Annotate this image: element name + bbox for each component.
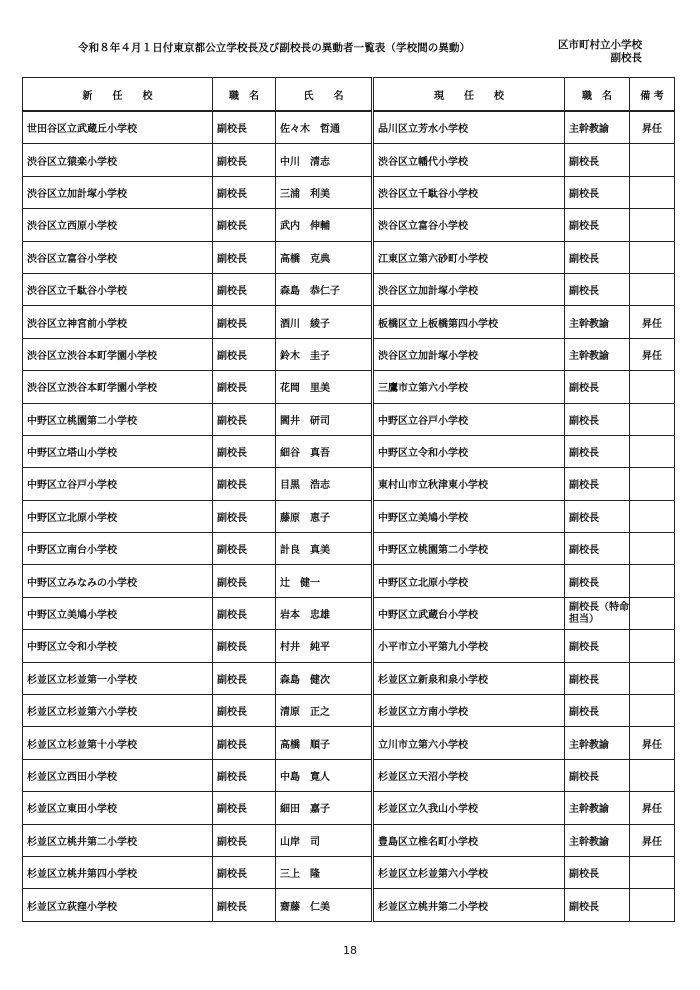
table-row	[23, 435, 675, 467]
current-position-cell: 副校長	[565, 209, 630, 241]
current-school-cell: 杉並区立方南小学校	[373, 695, 565, 727]
new-position-cell: 副校長	[213, 371, 276, 403]
name-cell: 閻井 研司	[276, 403, 373, 435]
remarks-cell: 昇任	[630, 306, 675, 338]
new-school-cell: 渋谷区立加計塚小学校	[23, 176, 213, 208]
name-cell: 齋藤 仁美	[276, 889, 373, 921]
current-position-cell: 副校長	[565, 144, 630, 176]
current-position-cell: 主幹教諭	[565, 824, 630, 856]
remarks-cell	[630, 468, 675, 500]
new-school-cell: 中野区立みなみの小学校	[23, 565, 213, 597]
remarks-cell	[630, 144, 675, 176]
remarks-cell	[630, 500, 675, 532]
new-school-cell: 杉並区立桃井第四小学校	[23, 856, 213, 888]
remarks-cell: 昇任	[630, 792, 675, 824]
table-row	[23, 338, 675, 370]
current-school-cell: 中野区立桃園第二小学校	[373, 533, 565, 565]
name-cell: 高橋 克典	[276, 241, 373, 273]
current-position-cell: 副校長（特命担当）	[565, 597, 630, 629]
remarks-cell	[630, 856, 675, 888]
table-body	[23, 111, 675, 921]
category-label	[542, 39, 642, 65]
new-position-cell: 副校長	[213, 500, 276, 532]
table-row	[23, 144, 675, 176]
new-school-cell: 杉並区立東田小学校	[23, 792, 213, 824]
table-row	[23, 533, 675, 565]
new-school-cell: 渋谷区立渋谷本町学園小学校	[23, 338, 213, 370]
page-number: 18	[343, 944, 357, 957]
new-school-cell: 渋谷区立千駄谷小学校	[23, 273, 213, 305]
current-school-cell: 杉並区立杉並第六小学校	[373, 856, 565, 888]
name-cell: 細田 嘉子	[276, 792, 373, 824]
new-position-cell: 副校長	[213, 176, 276, 208]
name-cell: 中島 寛人	[276, 759, 373, 791]
current-school-cell: 渋谷区立加計塚小学校	[373, 338, 565, 370]
new-school-cell: 中野区立令和小学校	[23, 630, 213, 662]
current-position-cell: 主幹教諭	[565, 792, 630, 824]
table-row	[23, 759, 675, 791]
remarks-cell: 昇任	[630, 111, 675, 144]
remarks-cell: 昇任	[630, 824, 675, 856]
current-position-cell: 副校長	[565, 403, 630, 435]
current-position-cell: 副校長	[565, 500, 630, 532]
remarks-cell	[630, 533, 675, 565]
new-school-cell: 杉並区立桃井第二小学校	[23, 824, 213, 856]
name-cell: 清原 正之	[276, 695, 373, 727]
new-position-cell: 副校長	[213, 241, 276, 273]
table-row	[23, 824, 675, 856]
table-row	[23, 630, 675, 662]
current-position-cell: 主幹教諭	[565, 111, 630, 144]
remarks-cell	[630, 597, 675, 629]
current-position-cell: 副校長	[565, 241, 630, 273]
current-position-cell: 主幹教諭	[565, 306, 630, 338]
new-position-cell: 副校長	[213, 824, 276, 856]
header-remarks: 備 考	[630, 78, 675, 112]
table-row	[23, 695, 675, 727]
header-new-school: 新 任 校	[23, 78, 213, 112]
remarks-cell	[630, 565, 675, 597]
remarks-cell	[630, 176, 675, 208]
table-row	[23, 500, 675, 532]
header-current-position: 職 名	[565, 78, 630, 112]
table-row	[23, 792, 675, 824]
remarks-cell	[630, 435, 675, 467]
new-school-cell: 渋谷区立猿楽小学校	[23, 144, 213, 176]
new-position-cell: 副校長	[213, 856, 276, 888]
current-school-cell: 渋谷区立富谷小学校	[373, 209, 565, 241]
new-school-cell: 中野区立美鳩小学校	[23, 597, 213, 629]
remarks-cell: 昇任	[630, 338, 675, 370]
current-position-cell: 副校長	[565, 371, 630, 403]
current-school-cell: 渋谷区立幡代小学校	[373, 144, 565, 176]
transfer-table	[22, 77, 675, 922]
table-row	[23, 306, 675, 338]
name-cell: 佐々木 哲通	[276, 111, 373, 144]
table-row	[23, 111, 675, 144]
name-cell: 計良 真美	[276, 533, 373, 565]
current-school-cell: 中野区立谷戸小学校	[373, 403, 565, 435]
new-position-cell: 副校長	[213, 565, 276, 597]
current-position-cell: 副校長	[565, 468, 630, 500]
new-position-cell: 副校長	[213, 468, 276, 500]
remarks-cell	[630, 695, 675, 727]
name-cell: 辻 健一	[276, 565, 373, 597]
remarks-cell	[630, 241, 675, 273]
current-position-cell: 副校長	[565, 889, 630, 921]
header-name: 氏 名	[276, 78, 373, 112]
remarks-cell: 昇任	[630, 727, 675, 759]
table-header-row	[23, 78, 675, 112]
remarks-cell	[630, 209, 675, 241]
name-cell: 酒川 綾子	[276, 306, 373, 338]
remarks-cell	[630, 759, 675, 791]
new-position-cell: 副校長	[213, 792, 276, 824]
current-position-cell: 副校長	[565, 176, 630, 208]
new-school-cell: 世田谷区立武蔵丘小学校	[23, 111, 213, 144]
new-position-cell: 副校長	[213, 695, 276, 727]
category-school-type: 区市町村立小学校	[558, 39, 642, 51]
new-position-cell: 副校長	[213, 662, 276, 694]
new-school-cell: 杉並区立西田小学校	[23, 759, 213, 791]
new-school-cell: 渋谷区立神宮前小学校	[23, 306, 213, 338]
current-school-cell: 中野区立北原小学校	[373, 565, 565, 597]
new-position-cell: 副校長	[213, 435, 276, 467]
current-school-cell: 渋谷区立加計塚小学校	[373, 273, 565, 305]
new-position-cell: 副校長	[213, 533, 276, 565]
current-school-cell: 渋谷区立千駄谷小学校	[373, 176, 565, 208]
current-position-cell: 副校長	[565, 565, 630, 597]
name-cell: 岩本 忠雄	[276, 597, 373, 629]
new-school-cell: 中野区立桃園第二小学校	[23, 403, 213, 435]
new-position-cell: 副校長	[213, 727, 276, 759]
table-row	[23, 727, 675, 759]
new-school-cell: 中野区立塔山小学校	[23, 435, 213, 467]
header-current-school: 現 任 校	[373, 78, 565, 112]
current-position-cell: 副校長	[565, 630, 630, 662]
current-school-cell: 東村山市立秋津東小学校	[373, 468, 565, 500]
name-cell: 山岸 司	[276, 824, 373, 856]
current-school-cell: 杉並区立久我山小学校	[373, 792, 565, 824]
new-school-cell: 渋谷区立富谷小学校	[23, 241, 213, 273]
table-row	[23, 209, 675, 241]
remarks-cell	[630, 403, 675, 435]
new-position-cell: 副校長	[213, 759, 276, 791]
new-school-cell: 杉並区立杉並第六小学校	[23, 695, 213, 727]
current-school-cell: 中野区立武蔵台小学校	[373, 597, 565, 629]
current-school-cell: 江東区立第六砂町小学校	[373, 241, 565, 273]
table-row	[23, 403, 675, 435]
new-position-cell: 副校長	[213, 597, 276, 629]
current-school-cell: 板橋区立上板橋第四小学校	[373, 306, 565, 338]
header-new-position: 職 名	[213, 78, 276, 112]
new-position-cell: 副校長	[213, 273, 276, 305]
current-school-cell: 三鷹市立第六小学校	[373, 371, 565, 403]
table-row	[23, 273, 675, 305]
new-position-cell: 副校長	[213, 338, 276, 370]
current-school-cell: 杉並区立天沼小学校	[373, 759, 565, 791]
table-row	[23, 889, 675, 921]
name-cell: 武内 伸輔	[276, 209, 373, 241]
current-school-cell: 杉並区立桃井第二小学校	[373, 889, 565, 921]
name-cell: 三浦 利美	[276, 176, 373, 208]
new-position-cell: 副校長	[213, 111, 276, 144]
name-cell: 森島 健次	[276, 662, 373, 694]
new-school-cell: 杉並区立杉並第十小学校	[23, 727, 213, 759]
new-school-cell: 中野区立北原小学校	[23, 500, 213, 532]
new-school-cell: 中野区立南台小学校	[23, 533, 213, 565]
table-row	[23, 856, 675, 888]
table-row	[23, 597, 675, 629]
current-position-cell: 副校長	[565, 856, 630, 888]
document-title: 令和８年４月１日付東京都公立学校長及び副校長の異動者一覧表（学校間の異動）	[78, 42, 471, 54]
table-row	[23, 565, 675, 597]
current-position-cell: 主幹教諭	[565, 727, 630, 759]
name-cell: 村井 純平	[276, 630, 373, 662]
new-school-cell: 杉並区立荻窪小学校	[23, 889, 213, 921]
current-school-cell: 杉並区立新泉和泉小学校	[373, 662, 565, 694]
new-position-cell: 副校長	[213, 889, 276, 921]
new-position-cell: 副校長	[213, 403, 276, 435]
new-position-cell: 副校長	[213, 144, 276, 176]
name-cell: 高橋 順子	[276, 727, 373, 759]
current-school-cell: 品川区立芳水小学校	[373, 111, 565, 144]
name-cell: 花岡 里美	[276, 371, 373, 403]
table-row	[23, 468, 675, 500]
current-school-cell: 中野区立美鳩小学校	[373, 500, 565, 532]
new-school-cell: 杉並区立杉並第一小学校	[23, 662, 213, 694]
name-cell: 三上 隆	[276, 856, 373, 888]
table-row	[23, 662, 675, 694]
current-school-cell: 豊島区立椎名町小学校	[373, 824, 565, 856]
current-position-cell: 副校長	[565, 435, 630, 467]
current-position-cell: 主幹教諭	[565, 338, 630, 370]
new-school-cell: 渋谷区立西原小学校	[23, 209, 213, 241]
new-position-cell: 副校長	[213, 306, 276, 338]
new-position-cell: 副校長	[213, 209, 276, 241]
current-position-cell: 副校長	[565, 273, 630, 305]
table-row	[23, 371, 675, 403]
current-school-cell: 中野区立令和小学校	[373, 435, 565, 467]
category-position: 副校長	[610, 52, 642, 64]
new-position-cell: 副校長	[213, 630, 276, 662]
remarks-cell	[630, 662, 675, 694]
current-school-cell: 立川市立第六小学校	[373, 727, 565, 759]
new-school-cell: 中野区立谷戸小学校	[23, 468, 213, 500]
name-cell: 森島 恭仁子	[276, 273, 373, 305]
name-cell: 目黒 浩志	[276, 468, 373, 500]
name-cell: 藤原 恵子	[276, 500, 373, 532]
remarks-cell	[630, 273, 675, 305]
current-position-cell: 副校長	[565, 759, 630, 791]
remarks-cell	[630, 630, 675, 662]
current-position-cell: 副校長	[565, 533, 630, 565]
name-cell: 細谷 真吾	[276, 435, 373, 467]
current-school-cell: 小平市立小平第九小学校	[373, 630, 565, 662]
name-cell: 中川 清志	[276, 144, 373, 176]
new-school-cell: 渋谷区立渋谷本町学園小学校	[23, 371, 213, 403]
remarks-cell	[630, 889, 675, 921]
remarks-cell	[630, 371, 675, 403]
current-position-cell: 副校長	[565, 695, 630, 727]
current-position-cell: 副校長	[565, 662, 630, 694]
name-cell: 鈴木 圭子	[276, 338, 373, 370]
table-row	[23, 241, 675, 273]
table-row	[23, 176, 675, 208]
